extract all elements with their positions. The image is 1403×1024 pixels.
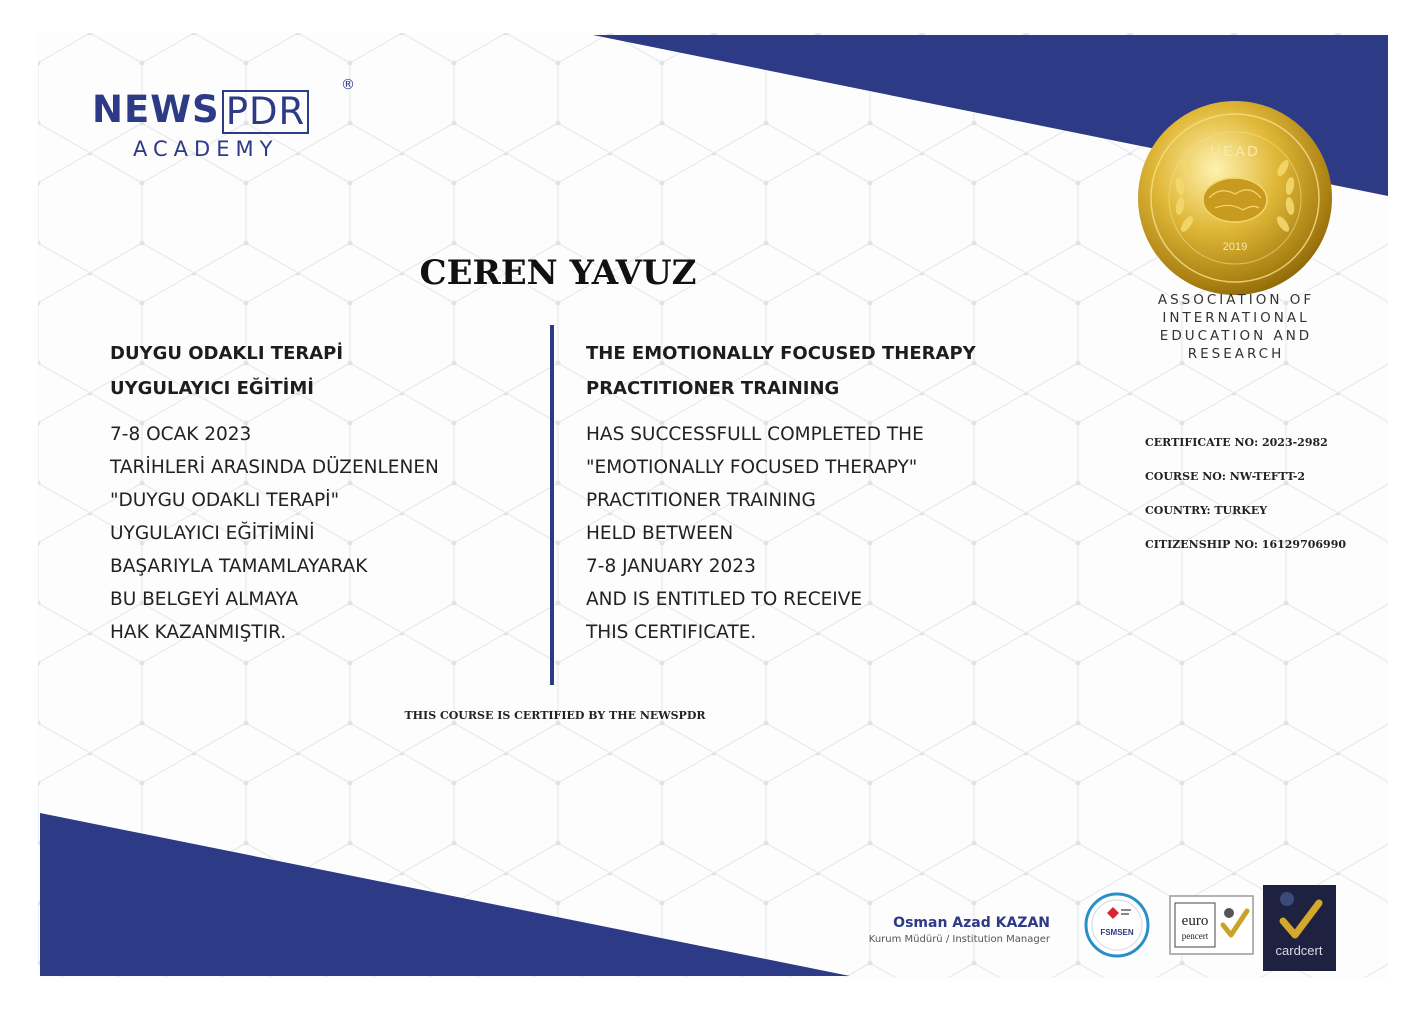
association-caption: [1136, 291, 1336, 363]
turkish-heading-line: DUYGU ODAKLI TERAPİ: [110, 343, 344, 364]
turkish-body-line: UYGULAYICI EĞİTİMİNİ: [110, 523, 315, 544]
certificate: [38, 33, 1388, 978]
turkish-body-line: TARİHLERİ ARASINDA DÜZENLENEN: [110, 457, 439, 478]
turkish-body-line: BAŞARIYLA TAMAMLAYARAK: [110, 556, 368, 577]
logo-wordmark: [92, 85, 309, 135]
fsmsen-logo: [1083, 891, 1151, 959]
english-heading-line: PRACTITIONER TRAINING: [586, 378, 840, 399]
turkish-body-line: BU BELGEYİ ALMAYA: [110, 589, 299, 610]
logo-news-text: NEWS: [92, 88, 220, 131]
fsmsen-text: FSMSEN: [1100, 928, 1134, 937]
certification-note: THIS COURSE IS CERTIFIED BY THE NEWSPDR: [404, 709, 706, 722]
english-body-line: "EMOTIONALLY FOCUSED THERAPY": [586, 457, 918, 478]
association-caption-line: EDUCATION AND: [1159, 328, 1313, 344]
seal-year-text: 2019: [1222, 241, 1248, 253]
bottom-left-navy-band: [40, 813, 850, 976]
certificate-details: [1145, 426, 1375, 562]
turkish-body-line: "DUYGU ODAKLI TERAPİ": [110, 490, 340, 511]
english-body-line: 7-8 JANUARY 2023: [586, 556, 756, 577]
euro-text: euro: [1181, 913, 1209, 929]
cardcert-logo: [1263, 885, 1336, 971]
english-body-line: AND IS ENTITLED TO RECEIVE: [586, 589, 863, 610]
column-divider: [550, 325, 554, 685]
english-heading: [586, 336, 1046, 406]
euro-pencert-logo: [1169, 895, 1254, 955]
english-body-line: HELD BETWEEN: [586, 523, 734, 544]
uead-gold-seal: [1135, 98, 1335, 298]
association-caption-line: RESEARCH: [1187, 346, 1285, 362]
newspdr-academy-logo: [92, 77, 362, 175]
signature-block: [828, 913, 1050, 947]
turkish-body-line: HAK KAZANMIŞTIR.: [110, 622, 287, 643]
english-body-line: THIS CERTIFICATE.: [586, 622, 757, 643]
turkish-heading: [110, 336, 540, 406]
english-body-line: HAS SUCCESSFULL COMPLETED THE: [586, 424, 924, 445]
association-caption-line: INTERNATIONAL: [1162, 310, 1310, 326]
logo-academy-text: ACADEMY: [133, 137, 279, 161]
english-body-line: PRACTITIONER TRAINING: [586, 490, 816, 511]
citizenship-number: CITIZENSHIP NO: 16129706990: [1145, 538, 1347, 551]
pencert-text: pencert: [1181, 931, 1209, 941]
cardcert-text: cardcert: [1275, 943, 1323, 958]
turkish-body-line: 7-8 OCAK 2023: [110, 424, 252, 445]
association-caption-line: ASSOCIATION OF: [1157, 292, 1315, 308]
signatory-title: Kurum Müdürü / Institution Manager: [868, 934, 1050, 945]
signatory-name: Osman Azad KAZAN: [893, 915, 1050, 931]
recipient-name: CEREN YAVUZ: [419, 253, 697, 293]
logo-pdr-boxed-text: PDR: [222, 90, 310, 134]
country: COUNTRY: TURKEY: [1145, 504, 1268, 517]
english-heading-line: THE EMOTIONALLY FOCUSED THERAPY: [586, 343, 976, 364]
english-column: [586, 336, 1046, 649]
registered-mark: ®: [341, 77, 355, 93]
certificate-number: CERTIFICATE NO: 2023-2982: [1145, 436, 1328, 449]
seal-top-text: UEAD: [1210, 143, 1260, 160]
turkish-heading-line: UYGULAYICI EĞİTİMİ: [110, 378, 314, 399]
turkish-column: [110, 336, 540, 649]
course-number: COURSE NO: NW-TEFTT-2: [1145, 470, 1306, 483]
